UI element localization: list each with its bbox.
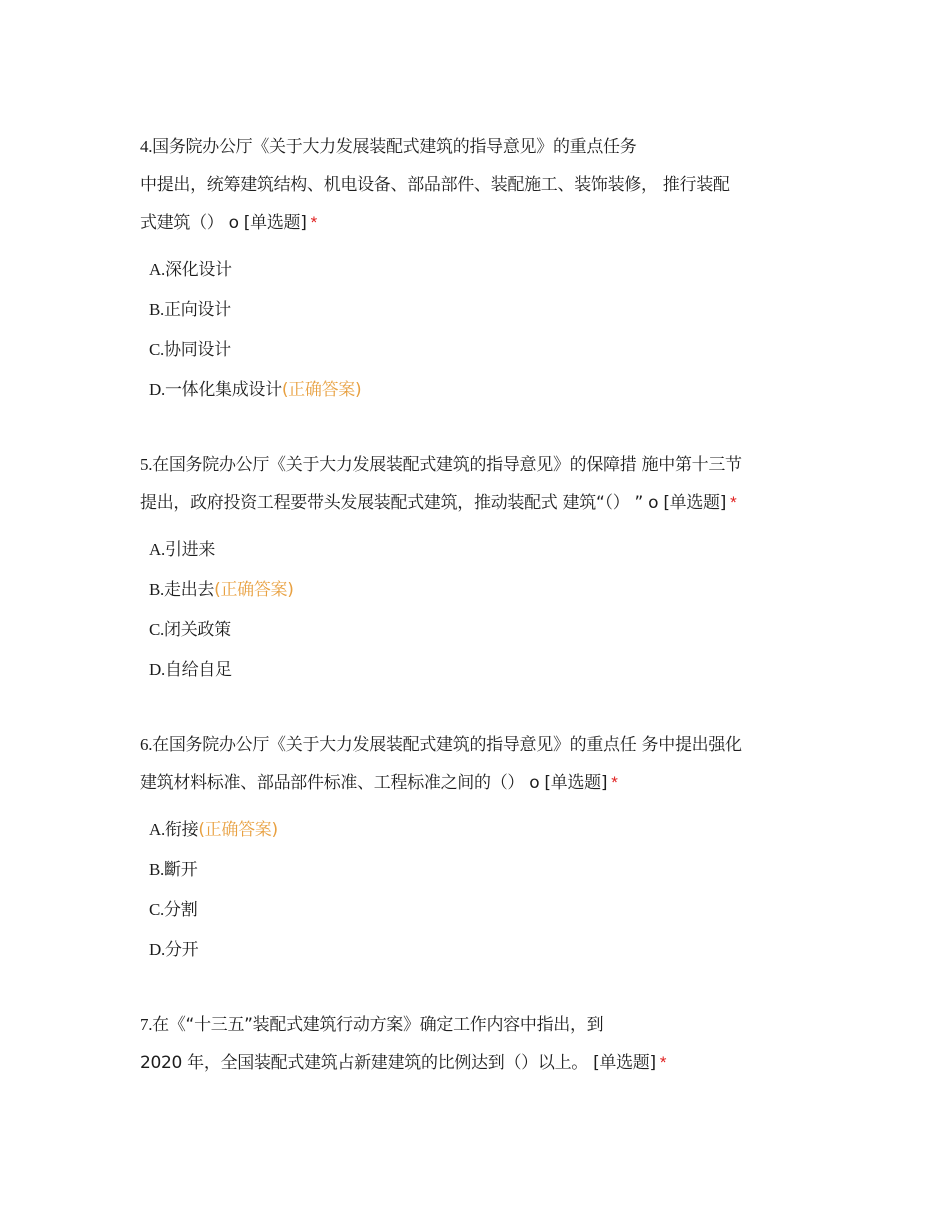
- correct-answer-label: (正确答案): [214, 580, 294, 600]
- option-c[interactable]: [149, 330, 820, 370]
- question-4: [140, 128, 820, 410]
- option-b[interactable]: [149, 850, 820, 890]
- option-key: C.: [149, 620, 164, 639]
- required-mark: *: [611, 773, 618, 792]
- question-number: 6.: [140, 735, 153, 754]
- option-d[interactable]: [149, 370, 820, 410]
- required-mark: *: [310, 213, 317, 232]
- option-a[interactable]: [149, 250, 820, 290]
- required-mark: *: [659, 1053, 667, 1072]
- question-number: 4.: [140, 137, 153, 156]
- option-key: A.: [149, 540, 165, 559]
- option-text: 正向设计: [164, 300, 231, 320]
- option-text: 分割: [164, 900, 198, 920]
- option-c[interactable]: [149, 890, 820, 930]
- question-text-line: 5.在国务院办公厅《关于大力发展装配式建筑的指导意见》的保障措 施中第十三节: [140, 455, 742, 475]
- question-7: [140, 1006, 820, 1082]
- option-key: D.: [149, 660, 165, 679]
- option-text: 闭关政策: [164, 620, 231, 640]
- option-key: B.: [149, 300, 164, 319]
- option-list: [140, 530, 820, 690]
- option-key: A.: [149, 820, 165, 839]
- option-key: B.: [149, 580, 164, 599]
- option-key: D.: [149, 380, 165, 399]
- option-d[interactable]: [149, 650, 820, 690]
- question-text-line: 6.在国务院办公厅《关于大力发展装配式建筑的指导意见》的重点任 务中提出强化: [140, 735, 742, 755]
- question-6: [140, 726, 820, 970]
- option-a[interactable]: [149, 810, 820, 850]
- option-list: [140, 810, 820, 970]
- question-number: 5.: [140, 455, 153, 474]
- option-text: 斷开: [164, 860, 198, 880]
- option-a[interactable]: [149, 530, 820, 570]
- question-text-line: 式建筑（） o [单选题] *: [140, 213, 317, 233]
- option-text: 协同设计: [164, 340, 231, 360]
- question-text-line: 提出，政府投资工程要带头发展装配式建筑，推动装配式 建筑“（） ” o [单选题] *: [140, 493, 737, 513]
- correct-answer-label: (正确答案): [281, 380, 362, 400]
- option-text: 走出去: [164, 580, 215, 600]
- option-text: 自给自足: [164, 660, 232, 680]
- option-key: A.: [149, 260, 165, 279]
- required-mark: *: [730, 493, 737, 512]
- question-number: 7.: [140, 1015, 153, 1034]
- option-text: 衔接: [164, 820, 199, 840]
- option-key: C.: [149, 340, 164, 359]
- option-d[interactable]: [149, 930, 820, 970]
- correct-answer-label: (正确答案): [198, 820, 278, 840]
- option-text: 分开: [164, 940, 199, 960]
- question-5: [140, 446, 820, 690]
- question-text-line: 7.在《“十三五”装配式建筑行动方案》确定工作内容中指出，到: [140, 1015, 604, 1035]
- option-text: 深化设计: [164, 260, 232, 280]
- question-text-line: 中提出，统筹建筑结构、机电设备、部品部件、装配施工、装饰装修， 推行装配: [140, 175, 730, 195]
- option-text: 一体化集成设计: [164, 380, 282, 400]
- option-key: C.: [149, 900, 164, 919]
- question-text-line: 建筑材料标准、部品部件标准、工程标准之间的（） o [单选题] *: [140, 773, 618, 793]
- question-text-line: 4.国务院办公厅《关于大力发展装配式建筑的指导意见》的重点任务: [140, 137, 637, 157]
- option-c[interactable]: [149, 610, 820, 650]
- question-text-line: 2020 年，全国装配式建筑占新建建筑的比例达到（）以上。 [单选题] *: [140, 1053, 667, 1073]
- option-key: B.: [149, 860, 164, 879]
- option-list: [140, 250, 820, 410]
- option-b[interactable]: [149, 290, 820, 330]
- option-key: D.: [149, 940, 165, 959]
- option-text: 引进来: [164, 540, 216, 560]
- option-b[interactable]: [149, 570, 820, 610]
